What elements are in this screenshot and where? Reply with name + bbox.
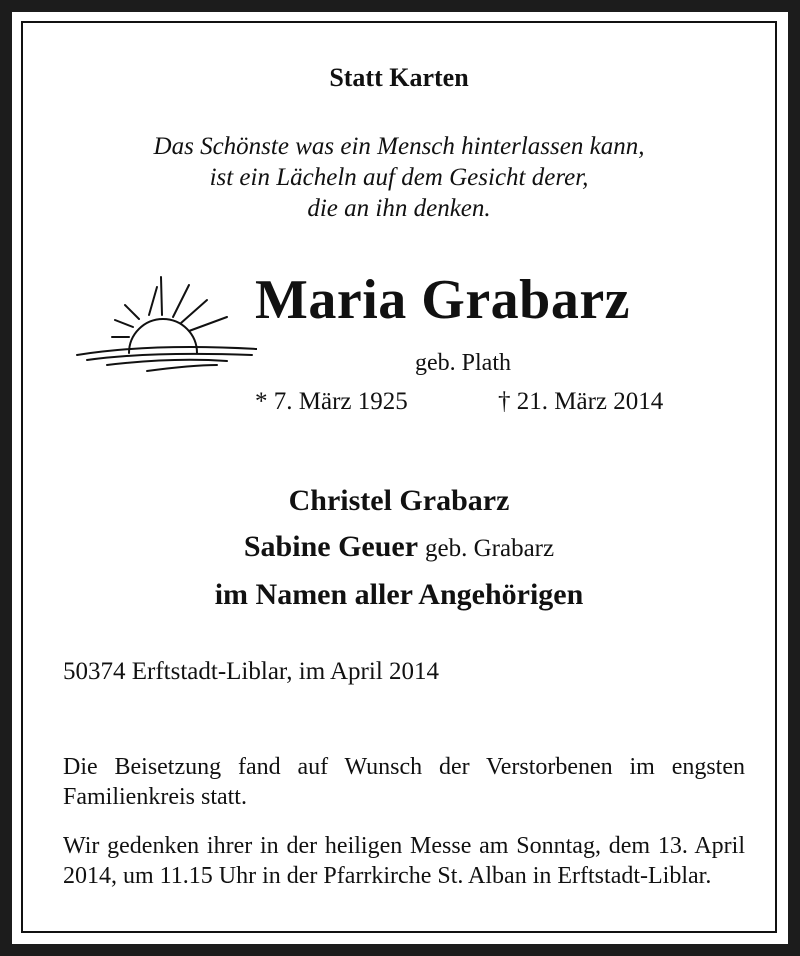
horizon-line — [87, 354, 252, 360]
mass-note: Wir gedenken ihrer in der heiligen Messe am Sonntag, dem 13. April 2014, um 11.15 Uhr in der Pfarrkirche St. Alban in Erftstadt-Liblar. — [63, 833, 745, 889]
deceased-name: Maria Grabarz — [255, 269, 631, 331]
sun-ray — [125, 305, 139, 319]
heading-statt-karten: Statt Karten — [329, 63, 469, 92]
birth-date: * 7. März 1925 — [255, 388, 408, 415]
memorial-quote — [23, 131, 775, 224]
death-date: † 21. März 2014 — [498, 388, 664, 415]
mourners-list — [23, 478, 775, 618]
obituary-card — [12, 12, 788, 944]
mourner-name: Christel Grabarz — [288, 484, 510, 517]
mourner-maiden-name: geb. Grabarz — [425, 535, 555, 562]
sun-ray — [189, 317, 227, 331]
sun-ray — [161, 277, 162, 315]
deceased-maiden-name: geb. Plath — [415, 350, 511, 376]
horizon-line — [147, 365, 217, 371]
mourner-name: Sabine Geuer — [243, 530, 418, 563]
sun-ray — [181, 300, 207, 323]
place-and-date: 50374 Erftstadt-Liblar, im April 2014 — [63, 658, 440, 685]
sun-ray — [173, 285, 189, 317]
burial-note: Die Beisetzung fand auf Wunsch der Verstorbenen im engsten Familienkreis statt. — [63, 754, 745, 810]
quote-line: ist ein Lächeln auf dem Gesicht derer, — [209, 164, 589, 191]
mourner-entry — [23, 524, 775, 572]
sun-ray — [115, 320, 133, 327]
inner-border-frame — [21, 21, 777, 933]
setting-sun-icon — [67, 265, 257, 375]
quote-line: Das Schönste was ein Mensch hinterlassen kann, — [153, 133, 645, 160]
mourner-family-line: im Namen aller Angehörigen — [214, 578, 584, 611]
sun-ray — [149, 287, 157, 315]
quote-line: die an ihn denken. — [307, 195, 491, 222]
